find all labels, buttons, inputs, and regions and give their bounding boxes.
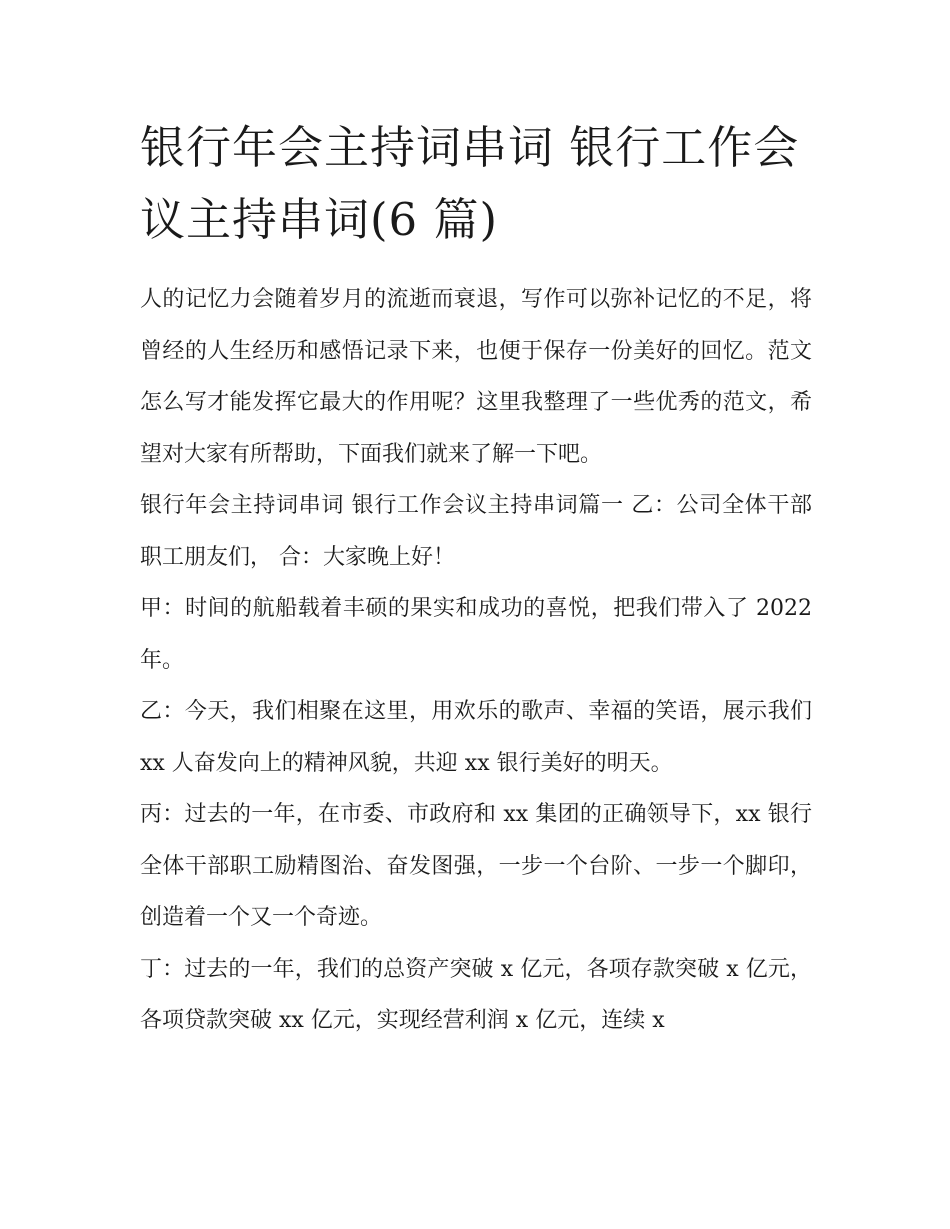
document-page [140,112,812,1047]
document-title: 银行年会主持词串词 银行工作会议主持串词(6 篇) [140,121,800,246]
paragraph-opening: 银行年会主持词串词 银行工作会议主持串词篇一 乙：公司全体干部职工朋友们， 合：大家晚上好！ [140,493,812,570]
paragraph-yi: 乙：今天，我们相聚在这里，用欢乐的歌声、幸福的笑语，展示我们 xx 人奋发向上的精神风貌，共迎 xx 银行美好的明天。 [140,699,812,776]
document-body [140,274,812,1047]
paragraph-jia: 甲：时间的航船载着丰硕的果实和成功的喜悦，把我们带入了 2022 年。 [140,596,812,673]
paragraph-bing: 丙：过去的一年，在市委、市政府和 xx 集团的正确领导下，xx 银行全体干部职工励精图治、奋发图强，一步一个台阶、一步一个脚印，创造着一个又一个奇迹。 [140,802,812,930]
paragraph-intro: 人的记忆力会随着岁月的流逝而衰退，写作可以弥补记忆的不足，将曾经的人生经历和感悟记录下来，也便于保存一份美好的回忆。范文怎么写才能发挥它最大的作用呢？这里我整理了一些优秀的范文，希望对大家有所帮助，下面我们就来了解一下吧。 [140,287,812,467]
paragraph-ding: 丁：过去的一年，我们的总资产突破 x 亿元，各项存款突破 x 亿元，各项贷款突破 xx 亿元，实现经营利润 x 亿元，连续 x [140,956,812,1033]
